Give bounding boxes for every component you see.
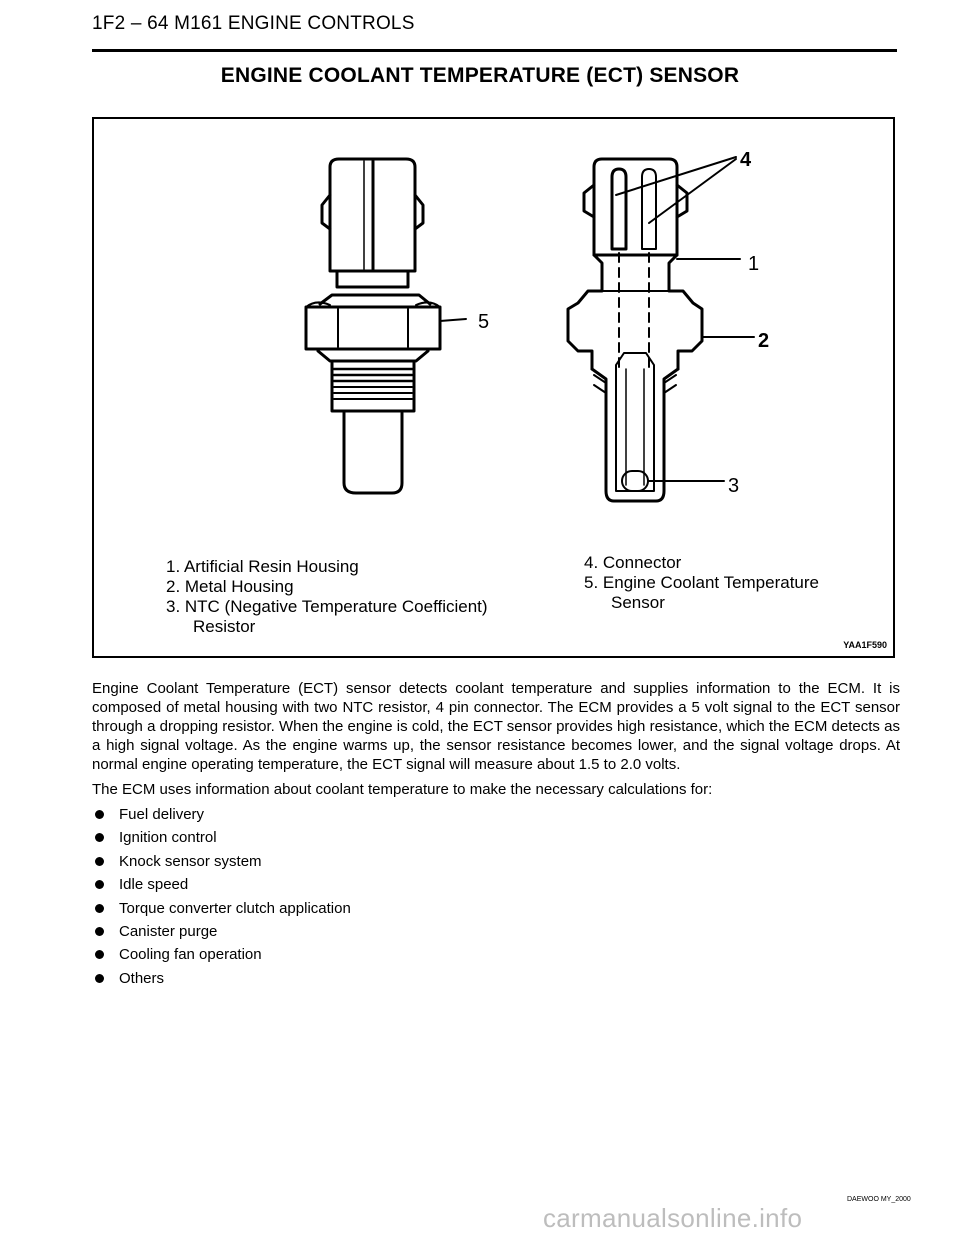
list-item: Others (92, 969, 900, 988)
legend-item-2: 2. Metal Housing (166, 577, 294, 596)
legend-item-5-continued: Sensor (611, 593, 665, 612)
header-rule (92, 49, 897, 52)
paragraph-description: Engine Coolant Temperature (ECT) sensor detects coolant temperature and supplies information to the ECM. It is composed of metal housing with two NTC resistor, 4 pin connector. The ECM provides a 5 volt signal to the ECT sensor through a dropping resistor. When the engine is cold, the ECT sensor provides high resistance, which the ECM detects as a high signal voltage. As the engine warms up, the sensor resistance becomes lower, and the signal voltage drops. At normal engine operating temperature, the ECT signal will measure about 1.5 to 2.0 volts. (92, 680, 900, 773)
list-item: Idle speed (92, 875, 900, 894)
callout-2: 2 (758, 330, 770, 352)
body-text (92, 679, 900, 992)
callout-3: 3 (728, 475, 740, 497)
list-item: Cooling fan operation (92, 945, 900, 964)
bullet-icon (95, 927, 104, 936)
list-item: Knock sensor system (92, 852, 900, 871)
bullet-icon (95, 857, 104, 866)
calculation-list (92, 805, 900, 988)
footer-code: DAEWOO MY_2000 (847, 1196, 911, 1203)
sensor-figure (92, 117, 895, 658)
legend-item-1: 1. Artificial Resin Housing (166, 557, 359, 576)
paragraph-intro-list: The ECM uses information about coolant temperature to make the necessary calculations for: (92, 781, 713, 798)
page-header: 1F2 – 64 M161 ENGINE CONTROLS (92, 13, 415, 34)
list-item: Fuel delivery (92, 805, 900, 824)
bullet-icon (95, 833, 104, 842)
sensor-cross-section (568, 157, 754, 501)
bullet-icon (95, 810, 104, 819)
legend-item-5: 5. Engine Coolant Temperature (584, 573, 820, 592)
bullet-icon (95, 974, 104, 983)
legend-item-3-continued: Resistor (193, 617, 256, 636)
list-item: Canister purge (92, 922, 900, 941)
callout-1: 1 (748, 253, 760, 275)
sensor-external-view (306, 159, 466, 493)
callout-5: 5 (478, 311, 490, 333)
bullet-icon (95, 904, 104, 913)
figure-legend-right (584, 553, 819, 613)
legend-item-4: 4. Connector (584, 553, 682, 572)
watermark: carmanualsonline.info (543, 1203, 803, 1233)
legend-item-3: 3. NTC (Negative Temperature Coefficient) (166, 597, 488, 616)
section-title: ENGINE COOLANT TEMPERATURE (ECT) SENSOR (220, 64, 740, 87)
list-item: Ignition control (92, 828, 900, 847)
bullet-icon (95, 950, 104, 959)
figure-code: YAA1F590 (843, 640, 887, 650)
callout-4: 4 (740, 149, 752, 171)
list-item: Torque converter clutch application (92, 899, 900, 918)
bullet-icon (95, 880, 104, 889)
figure-legend-left (166, 557, 488, 637)
